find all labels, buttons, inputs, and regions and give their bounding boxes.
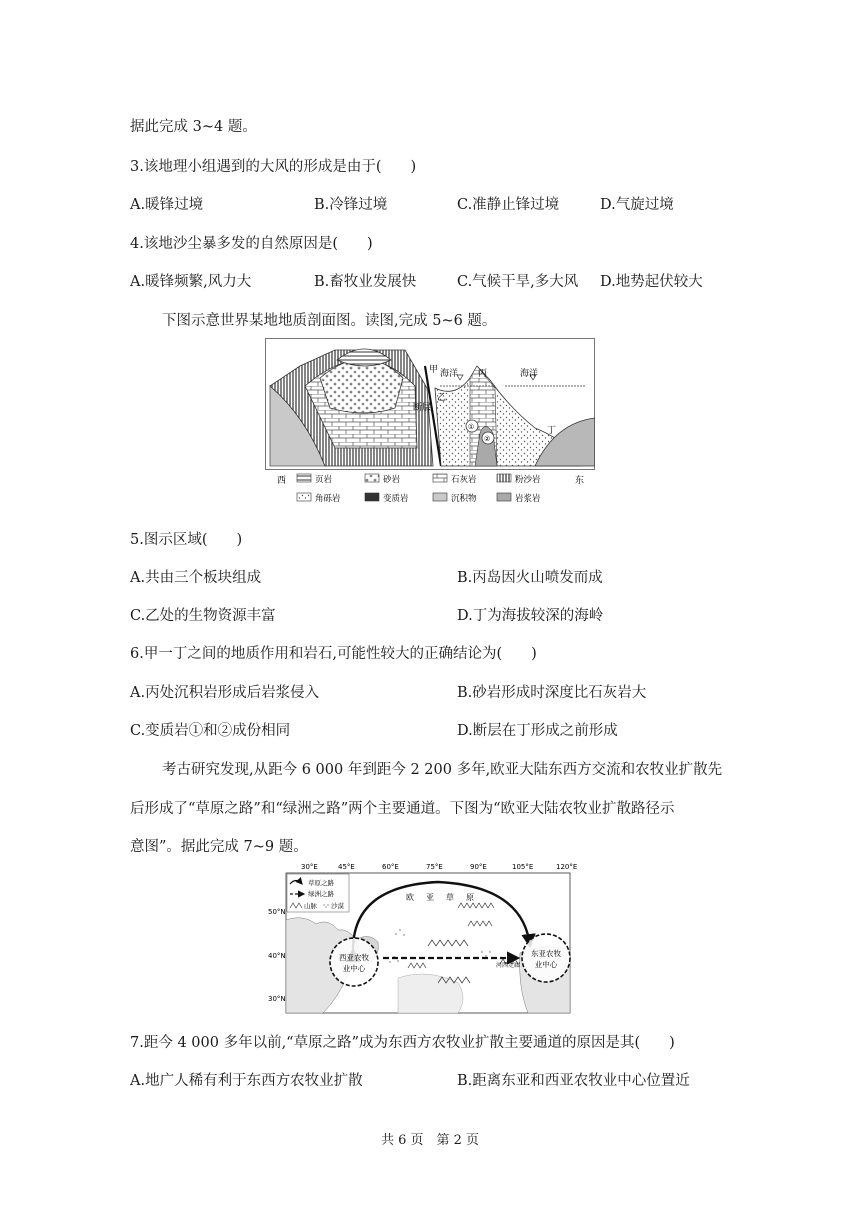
- legend-steppe-road: 草原之路: [308, 879, 334, 887]
- question-6-stem: 6.甲一丁之间的地质作用和岩石,可能性较大的正确结论为( ): [130, 646, 537, 662]
- question-5-stem: 5.图示区域( ): [130, 532, 243, 548]
- west-center-line-1: 西亚农牧: [339, 953, 369, 962]
- geologic-section-figure: [265, 338, 595, 514]
- west-center-line-2: 业中心: [342, 964, 366, 973]
- lon-105e: 105°E: [512, 863, 534, 871]
- lat-40n: 40°N: [268, 952, 286, 960]
- label-east: 东: [575, 476, 585, 486]
- q4-option-c: C.气候干旱,多大风: [457, 274, 579, 290]
- instruction-3-4: 据此完成 3~4 题。: [130, 119, 257, 135]
- legend-metamorphic: 变质岩: [383, 494, 409, 504]
- steppe-char-2: 亚: [426, 893, 434, 902]
- q4-option-b: B.畜牧业发展快: [314, 274, 417, 290]
- page-footer: 共 6 页 第 2 页: [380, 1133, 480, 1148]
- lon-120e: 120°E: [556, 863, 578, 871]
- eurasia-diffusion-map: [268, 858, 590, 1022]
- q5-option-a: A.共由三个板块组成: [130, 570, 262, 586]
- paragraph-7-9-line-3: 意图”。据此完成 7~9 题。: [130, 839, 308, 855]
- label-metamorphic-1: ①: [468, 423, 475, 431]
- legend-sediment: 沉积物: [451, 494, 477, 504]
- label-yi: 乙: [437, 393, 447, 403]
- lat-30n: 30°N: [268, 995, 286, 1003]
- q6-option-c: C.变质岩①和②成份相同: [130, 723, 291, 739]
- q5-option-b: B.丙岛因火山喷发而成: [457, 570, 603, 586]
- steppe-char-1: 欧: [406, 893, 414, 902]
- q4-option-d: D.地势起伏较大: [600, 274, 703, 290]
- question-4-stem: 4.该地沙尘暴多发的自然原因是( ): [130, 236, 373, 252]
- lon-30e: 30°E: [301, 863, 318, 871]
- hexi-corridor-label: 河西走廊: [496, 962, 521, 969]
- q3-option-d: D.气旋过境: [600, 197, 674, 213]
- q6-option-d: D.断层在丁形成之前形成: [457, 723, 618, 739]
- paragraph-7-9-line-2: 后形成了“草原之路”和“绿洲之路”两个主要通道。下图为“欧亚大陆农牧业扩散路径示: [130, 801, 675, 817]
- lon-75e: 75°E: [426, 863, 443, 871]
- legend-mountain: 山脉: [304, 902, 317, 910]
- legend-shale: 页岩: [315, 475, 333, 485]
- lon-45e: 45°E: [338, 863, 355, 871]
- label-west: 西: [277, 476, 287, 486]
- q7-option-a: A.地广人稀有利于东西方农牧业扩散: [130, 1073, 363, 1089]
- lon-60e: 60°E: [382, 863, 399, 871]
- legend-sandstone: 砂岩: [383, 475, 401, 485]
- legend-igneous: 岩浆岩: [515, 494, 541, 504]
- question-7-stem: 7.距今 4 000 多年以前,“草原之路”成为东西方农牧业扩散主要通道的原因是其( ): [130, 1035, 675, 1051]
- lon-90e: 90°E: [470, 863, 487, 871]
- east-center-line-2: 业中心: [534, 960, 558, 969]
- lat-50n: 50°N: [268, 908, 286, 916]
- label-ocean-2: 海洋: [520, 369, 539, 379]
- q6-option-b: B.砂岩形成时深度比石灰岩大: [457, 685, 647, 701]
- paragraph-7-9-line-1: 考古研究发现,从距今 6 000 年到距今 2 200 多年,欧亚大陆东西方交流和农牧业扩散先: [162, 762, 723, 778]
- legend-desert: 沙漠: [331, 902, 344, 910]
- steppe-char-3: 草: [446, 893, 454, 902]
- steppe-char-4: 原: [466, 893, 474, 902]
- instruction-5-6: 下图示意世界某地地质剖面图。读图,完成 5~6 题。: [162, 313, 497, 329]
- legend-limestone: 石灰岩: [451, 475, 477, 485]
- q6-option-a: A.丙处沉积岩形成后岩浆侵入: [130, 685, 320, 701]
- label-ocean-1: 海洋: [440, 369, 459, 379]
- legend-breccia: 角砾岩: [315, 494, 341, 504]
- q7-option-b: B.距离东亚和西亚农牧业中心位置近: [457, 1073, 690, 1089]
- q3-option-a: A.暖锋过境: [130, 197, 204, 213]
- q3-option-c: C.准静止锋过境: [457, 197, 560, 213]
- q3-option-b: B.冷锋过境: [314, 197, 388, 213]
- label-fault: 断层: [413, 403, 432, 413]
- q4-option-a: A.暖锋频繁,风力大: [130, 274, 252, 290]
- label-ding: 丁: [547, 426, 557, 436]
- question-3-stem: 3.该地理小组遇到的大风的形成是由于( ): [130, 159, 417, 175]
- q5-option-c: C.乙处的生物资源丰富: [130, 608, 276, 624]
- legend-oasis-road: 绿洲之路: [308, 890, 334, 898]
- label-jia: 甲: [429, 365, 439, 375]
- label-metamorphic-2: ②: [484, 435, 491, 443]
- q5-option-d: D.丁为海拔较深的海岭: [457, 608, 604, 624]
- label-bing: 丙: [478, 369, 488, 379]
- legend-siltstone: 粉沙岩: [515, 475, 541, 485]
- east-center-line-1: 东亚农牧: [531, 949, 561, 958]
